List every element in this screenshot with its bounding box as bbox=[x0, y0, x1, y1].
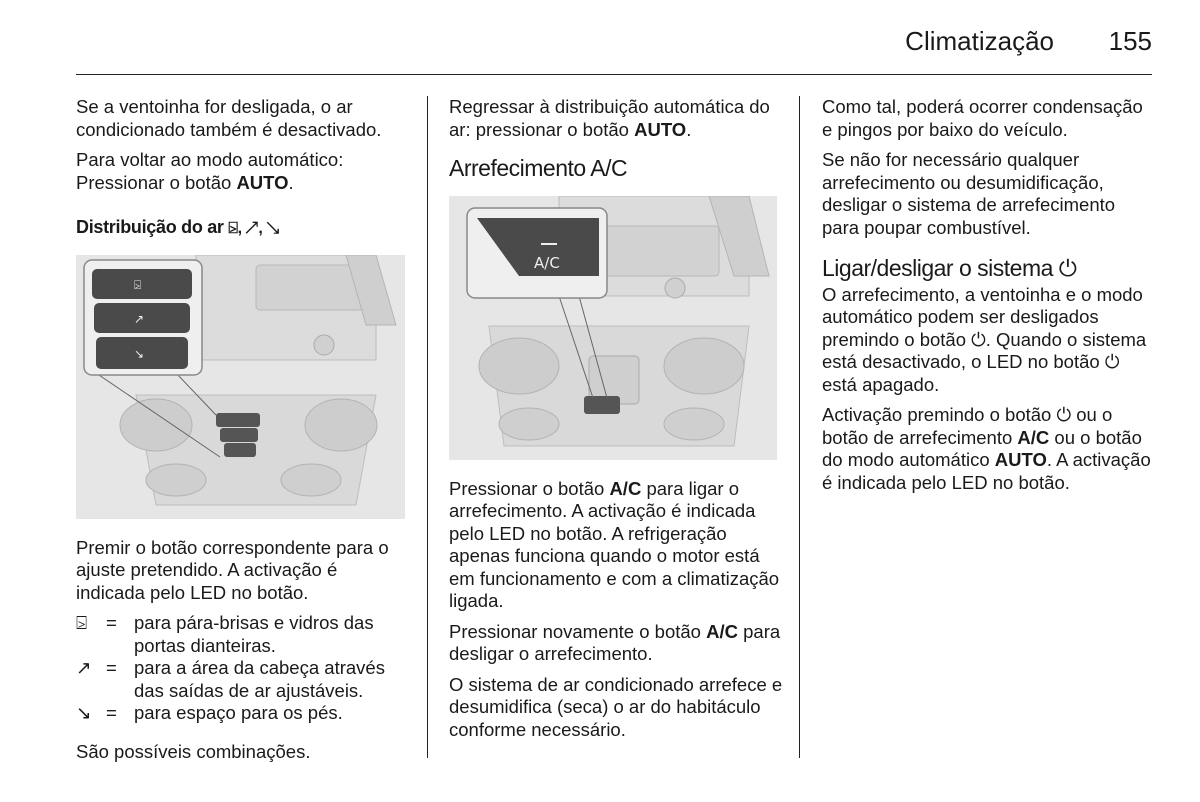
paragraph-combinations: São possíveis combinações. bbox=[76, 740, 311, 762]
paragraph-save-fuel: Se não for necessário qualquer arrefecimento ou desumidificação, desligar o sistema de arrefecimento para poupar combustível. bbox=[822, 149, 1116, 238]
text-end: . bbox=[686, 118, 692, 140]
paragraph-auto-distribution bbox=[449, 96, 783, 141]
auto-label: AUTO bbox=[994, 449, 1047, 470]
definition-row-head bbox=[76, 657, 410, 702]
paragraph-switch-off: O arrefecimento, a ventoinha e o modo automático podem ser desligados premindo o botão ⏻. Quando o sistema está desactivado, o LED no botão ⏻ está apagado. bbox=[822, 283, 1147, 395]
svg-text:↗: ↗ bbox=[134, 311, 145, 326]
definition-text: para pára-brisas e vidros das portas dianteiras. bbox=[134, 612, 374, 656]
text: para ligar o arrefecimento. A activação é indicada pelo LED no botão. A refrigeração apenas funciona quando o motor está em funcionamento e com a climatização ligada. bbox=[449, 477, 780, 611]
column-divider-2 bbox=[799, 96, 800, 758]
page-number: 155 bbox=[1108, 26, 1152, 56]
ac-label: A/C bbox=[706, 620, 738, 642]
text: Para voltar ao modo automático: Pressionar o botão bbox=[76, 149, 344, 193]
paragraph-press-ac-again bbox=[449, 621, 783, 666]
definition-text: para a área da cabeça através das saídas de ar ajustáveis. bbox=[134, 657, 385, 701]
windscreen-icon: ⍄ bbox=[76, 612, 88, 633]
text: ou o botão do modo automático bbox=[822, 426, 1142, 470]
text: Activação premindo o botão ⏻ ou o botão de arrefecimento bbox=[822, 404, 1113, 448]
header-rule bbox=[76, 74, 1152, 75]
heading-text: Distribuição do ar bbox=[76, 217, 224, 237]
svg-text:⍄: ⍄ bbox=[134, 277, 142, 292]
paragraph-auto-return bbox=[76, 149, 410, 194]
auto-label: AUTO bbox=[634, 118, 687, 140]
text: Pressionar o botão bbox=[449, 477, 610, 499]
section-heading-system-onoff bbox=[822, 257, 1152, 280]
ac-label: A/C bbox=[1017, 426, 1050, 448]
power-icon: ⏻ bbox=[1058, 255, 1077, 281]
air-distribution-icons: ⍄, ↗, ↘ bbox=[228, 220, 280, 237]
figure-air-distribution-panel bbox=[76, 255, 405, 519]
console-illustration-2 bbox=[449, 196, 777, 460]
svg-text:↘: ↘ bbox=[134, 346, 145, 361]
paragraph-press-button: Premir o botão correspondente para o ajuste pretendido. A activação é indicada pelo LED no botão. bbox=[76, 536, 389, 603]
equals-sign: = bbox=[106, 702, 117, 723]
ac-button-label: A/C bbox=[534, 253, 560, 272]
console-illustration-1 bbox=[76, 255, 405, 519]
definition-row-feet bbox=[76, 702, 410, 725]
head-airflow-icon: ↗ bbox=[76, 657, 92, 678]
equals-sign: = bbox=[106, 657, 117, 678]
definition-list bbox=[76, 612, 410, 725]
heading-text: Ligar/desligar o sistema bbox=[822, 255, 1053, 281]
feet-airflow-icon: ↘ bbox=[76, 702, 92, 723]
paragraph-activation bbox=[822, 404, 1152, 494]
text: . A activação é indicada pelo LED no botão. bbox=[822, 449, 1151, 493]
column-3 bbox=[822, 96, 1152, 502]
ac-label: A/C bbox=[609, 477, 642, 499]
paragraph-fan-off: Se a ventoinha for desligada, o ar condicionado também é desactivado. bbox=[76, 96, 382, 140]
column-divider-1 bbox=[427, 96, 428, 758]
equals-sign: = bbox=[106, 612, 117, 633]
definition-row-windscreen bbox=[76, 612, 410, 657]
section-heading-ac: Arrefecimento A/C bbox=[449, 155, 628, 181]
text: Regressar à distribuição automática do ar: pressionar o botão bbox=[449, 96, 770, 140]
paragraph-condensation: Como tal, poderá ocorrer condensação e pingos por baixo do veículo. bbox=[822, 96, 1143, 140]
definition-text: para espaço para os pés. bbox=[134, 702, 343, 723]
text: Pressionar novamente o botão bbox=[449, 620, 707, 642]
column-2 bbox=[449, 96, 783, 749]
text: para desligar o arrefecimento. bbox=[449, 620, 781, 664]
paragraph-press-ac bbox=[449, 478, 783, 613]
text-end: . bbox=[288, 171, 294, 193]
section-heading-air-distribution bbox=[76, 216, 410, 241]
auto-label: AUTO bbox=[236, 171, 289, 193]
paragraph-ac-system: O sistema de ar condicionado arrefece e desumidifica (seca) o ar do habitáculo conforme necessário. bbox=[449, 673, 783, 740]
column-1 bbox=[76, 96, 410, 771]
figure-ac-button bbox=[449, 196, 777, 460]
page-header-title: Climatização bbox=[905, 26, 1054, 56]
